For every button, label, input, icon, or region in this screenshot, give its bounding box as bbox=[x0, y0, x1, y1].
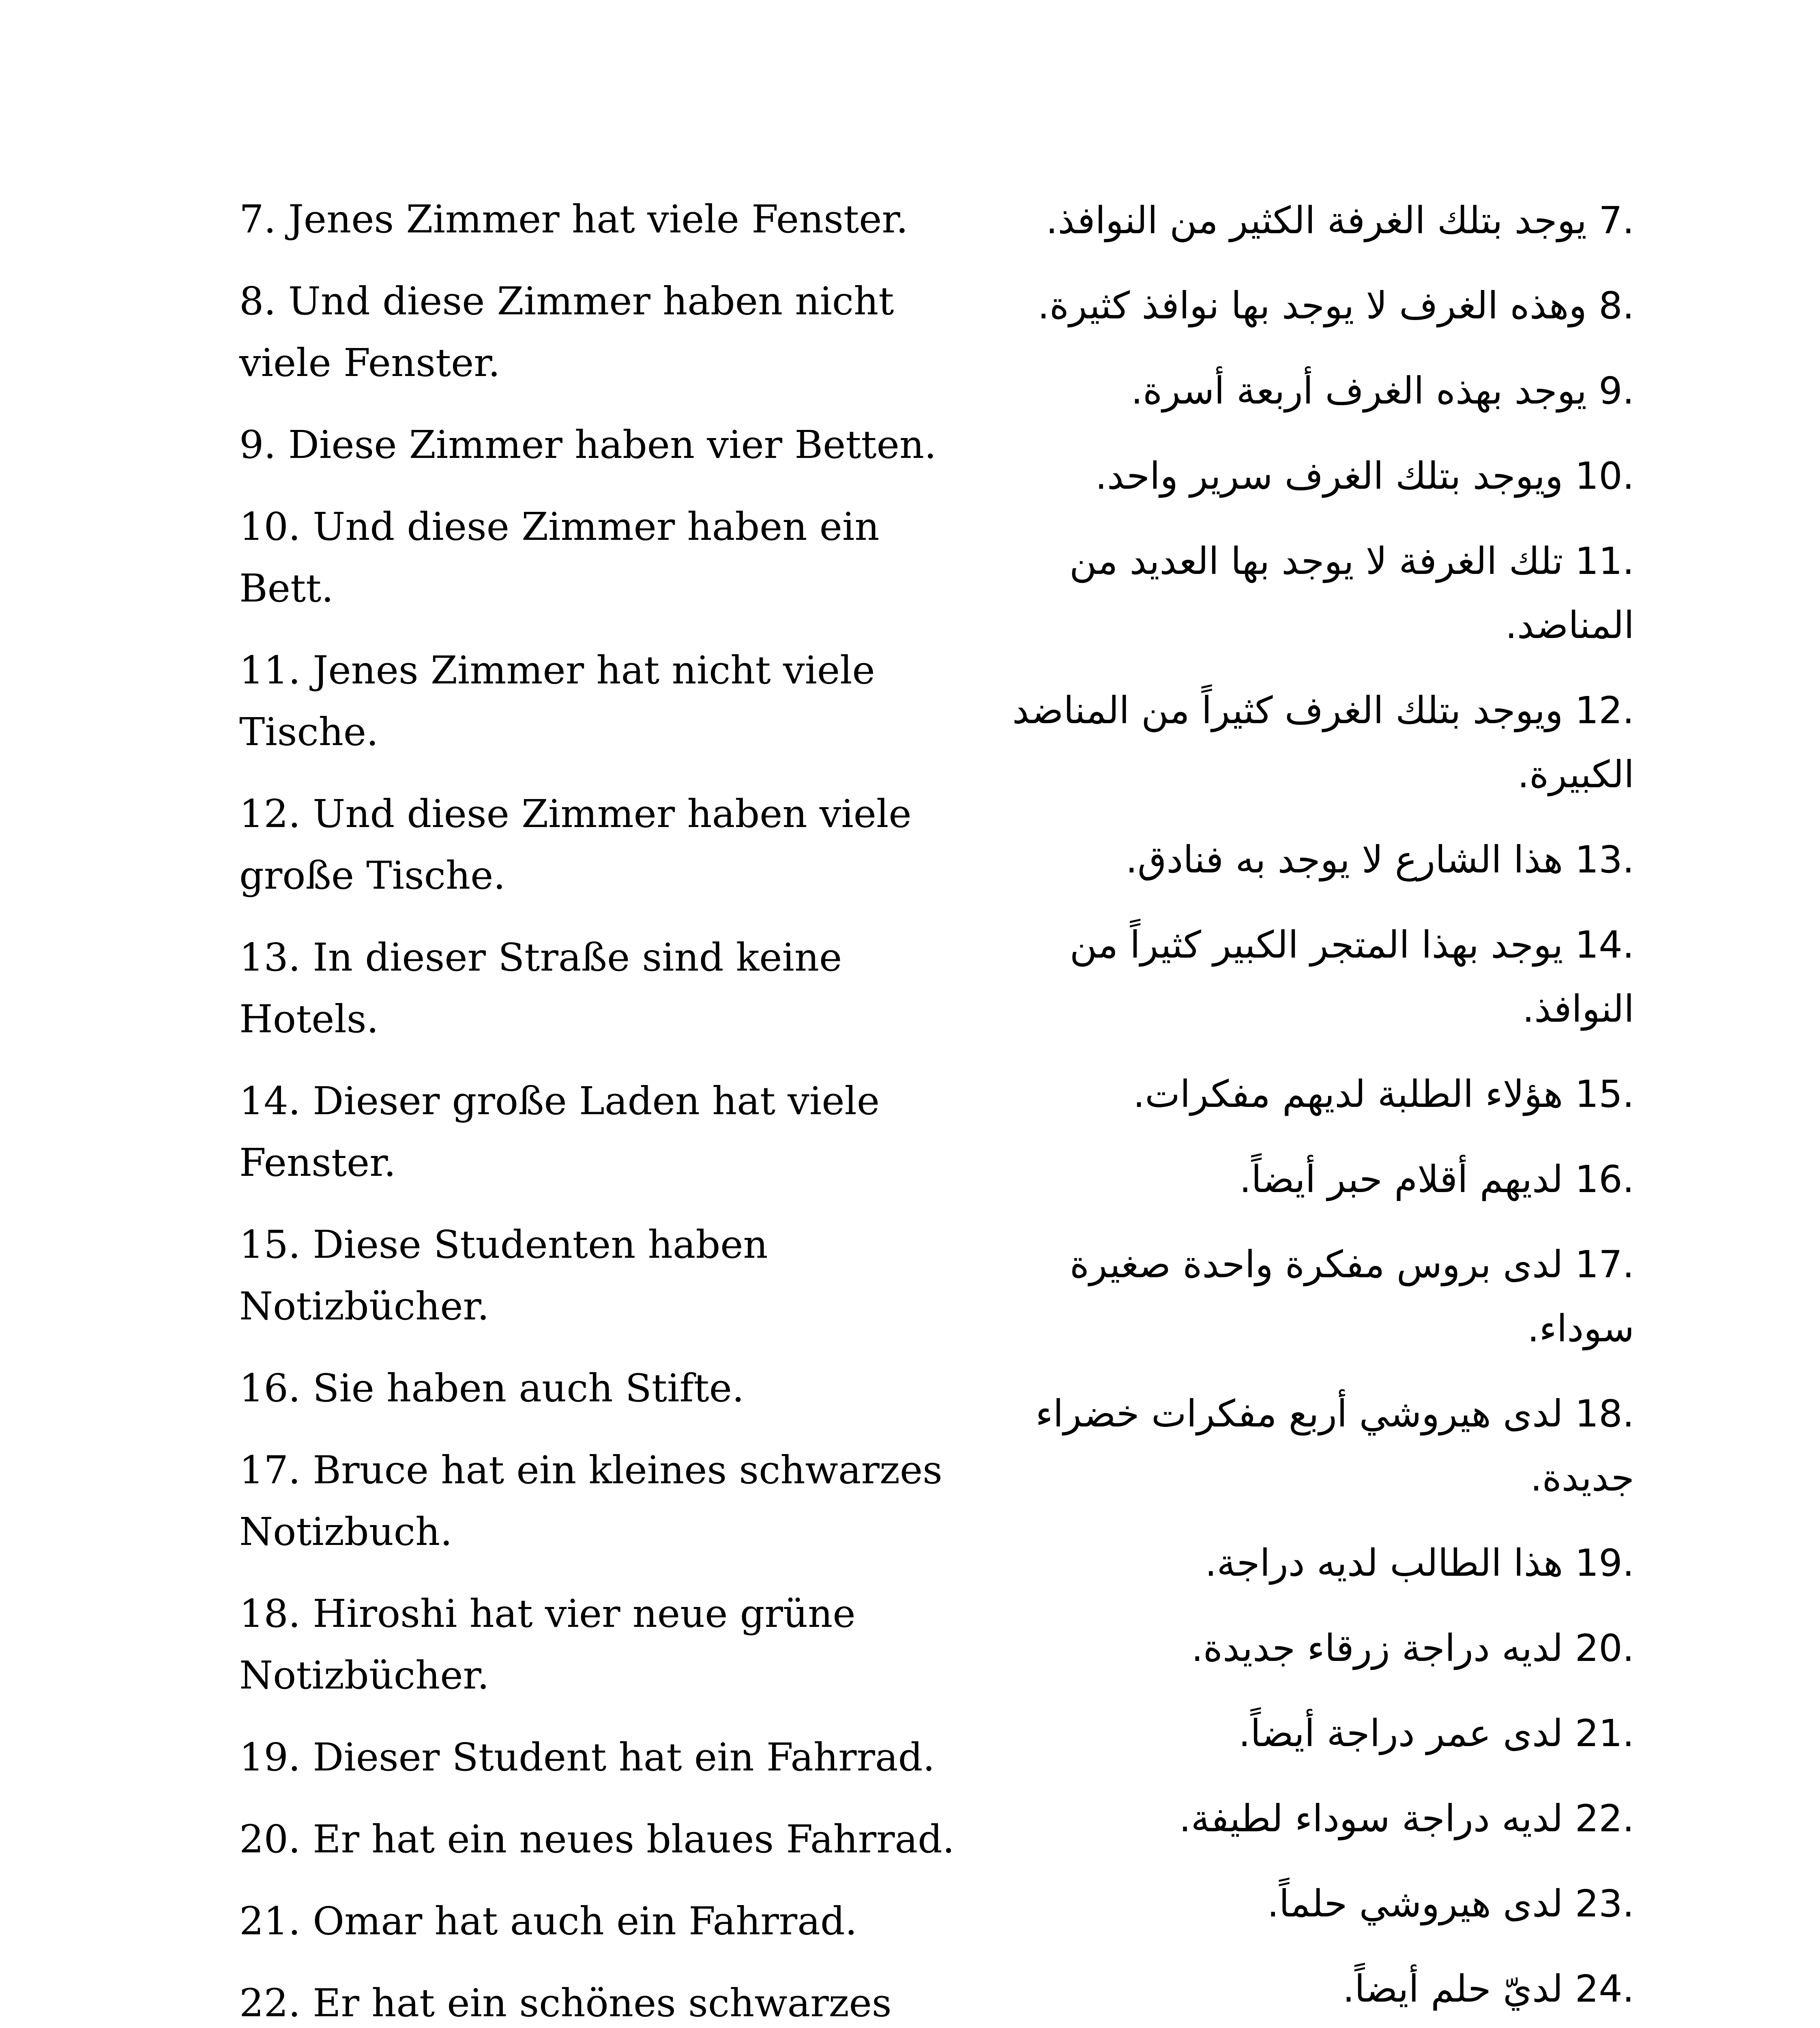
arabic-sentence-text: لدى بروس مفكرة واحدة صغيرة سوداء. bbox=[1069, 1243, 1634, 1350]
arabic-sentence-text: لدى هيروشي حلماً. bbox=[1267, 1882, 1563, 1925]
arabic-sentence-number: 16. bbox=[1575, 1158, 1634, 1201]
arabic-sentence-number: 17. bbox=[1575, 1243, 1634, 1286]
arabic-sentence bbox=[1006, 828, 1634, 892]
arabic-sentence-text: لديه دراجة زرقاء جديدة. bbox=[1191, 1626, 1563, 1670]
german-sentence: 20. Er hat ein neues blaues Fahrrad. bbox=[239, 1817, 955, 1862]
german-sentence: 19. Dieser Student hat ein Fahrrad. bbox=[239, 1735, 935, 1780]
arabic-sentence bbox=[1006, 1233, 1634, 1361]
german-sentence: 21. Omar hat auch ein Fahrrad. bbox=[239, 1899, 857, 1944]
arabic-sentence-text: لدى عمر دراجة أيضاً. bbox=[1238, 1712, 1563, 1755]
german-sentence: 17. Bruce hat ein kleines schwarzes Notizbuch. bbox=[239, 1448, 942, 1554]
arabic-sentence-text: تلك الغرفة لا يوجد بها العديد من المناضد. bbox=[1069, 539, 1634, 647]
german-sentence: 9. Diese Zimmer haben vier Betten. bbox=[239, 423, 937, 467]
arabic-sentence bbox=[1006, 1957, 1634, 2021]
arabic-sentence bbox=[1006, 444, 1634, 508]
arabic-sentence bbox=[1006, 1872, 1634, 1936]
arabic-sentence bbox=[1006, 189, 1634, 253]
arabic-sentence-number: 11. bbox=[1575, 539, 1634, 583]
arabic-sentence-text: هذا الشارع لا يوجد به فنادق. bbox=[1125, 838, 1563, 881]
arabic-sentence-text: هذا الطالب لديه دراجة. bbox=[1205, 1541, 1563, 1585]
arabic-sentence-number: 14. bbox=[1575, 923, 1634, 967]
arabic-sentence bbox=[1006, 529, 1634, 657]
german-sentence: 8. Und diese Zimmer haben nicht viele Fenster. bbox=[239, 279, 894, 385]
arabic-sentence-number: 10. bbox=[1575, 454, 1634, 498]
german-sentence: 12. Und diese Zimmer haben viele große Tische. bbox=[239, 792, 912, 898]
german-sentence: 13. In dieser Straße sind keine Hotels. bbox=[239, 935, 842, 1042]
arabic-sentence-number: 12. bbox=[1575, 689, 1634, 732]
arabic-sentence-text: ويوجد بتلك الغرف كثيراً من المناضد الكبيرة. bbox=[1012, 689, 1634, 796]
german-sentence: 22. Er hat ein schönes schwarzes bbox=[239, 1981, 892, 2026]
arabic-sentence bbox=[1006, 1147, 1634, 1212]
arabic-sentence bbox=[1006, 1787, 1634, 1851]
arabic-sentence-number: 21. bbox=[1575, 1712, 1634, 1755]
arabic-sentence bbox=[1006, 1382, 1634, 1510]
german-sentence: 14. Dieser große Laden hat viele Fenster. bbox=[239, 1079, 880, 1185]
arabic-sentence-list bbox=[1006, 189, 1634, 2028]
arabic-sentence bbox=[1006, 359, 1634, 423]
arabic-sentence bbox=[1006, 679, 1634, 807]
arabic-sentence-number: 13. bbox=[1575, 838, 1634, 881]
arabic-sentence-text: ويوجد بتلك الغرف سرير واحد. bbox=[1095, 454, 1563, 498]
arabic-sentence-number: 23. bbox=[1575, 1882, 1634, 1925]
arabic-sentence-text: هؤلاء الطلبة لديهم مفكرات. bbox=[1133, 1072, 1563, 1116]
arabic-sentence-text: لديه دراجة سوداء لطيفة. bbox=[1179, 1797, 1563, 1840]
german-sentence: 7. Jenes Zimmer hat viele Fenster. bbox=[239, 197, 908, 242]
german-sentence: 18. Hiroshi hat vier neue grüne Notizbücher. bbox=[239, 1592, 856, 1698]
arabic-sentence bbox=[1006, 1701, 1634, 1766]
arabic-sentence bbox=[1006, 1531, 1634, 1595]
arabic-sentence-number: 24. bbox=[1575, 1967, 1634, 2011]
arabic-sentence-text: لدى هيروشي أربع مفكرات خضراء جديدة. bbox=[1035, 1392, 1634, 1500]
arabic-sentence-number: 9. bbox=[1599, 369, 1634, 412]
arabic-sentence-text: يوجد بهذا المتجر الكبير كثيراً من النوافذ. bbox=[1069, 923, 1634, 1031]
arabic-sentence-text: يوجد بتلك الغرفة الكثير من النوافذ. bbox=[1046, 199, 1587, 242]
german-sentence-list bbox=[239, 189, 981, 2028]
arabic-sentence-number: 20. bbox=[1575, 1626, 1634, 1670]
arabic-sentence-number: 15. bbox=[1575, 1072, 1634, 1116]
german-sentence: 15. Diese Studenten haben Notizbücher. bbox=[239, 1222, 768, 1329]
arabic-sentence-text: وهذه الغرف لا يوجد بها نوافذ كثيرة. bbox=[1037, 284, 1587, 327]
arabic-sentence-number: 18. bbox=[1575, 1392, 1634, 1435]
arabic-sentence-number: 19. bbox=[1575, 1541, 1634, 1585]
arabic-sentence-text: يوجد بهذه الغرف أربعة أسرة. bbox=[1131, 369, 1587, 412]
arabic-sentence bbox=[1006, 1616, 1634, 1680]
arabic-sentence-number: 22. bbox=[1575, 1797, 1634, 1840]
arabic-sentence-number: 8. bbox=[1599, 284, 1634, 327]
arabic-sentence-number: 7. bbox=[1599, 199, 1634, 242]
arabic-sentence bbox=[1006, 274, 1634, 338]
german-sentence: 16. Sie haben auch Stifte. bbox=[239, 1366, 745, 1411]
arabic-sentence-text: لديهم أقلام حبر أيضاً. bbox=[1239, 1158, 1563, 1201]
arabic-sentence bbox=[1006, 913, 1634, 1041]
german-sentence: 11. Jenes Zimmer hat nicht viele Tische. bbox=[239, 648, 875, 754]
arabic-sentence bbox=[1006, 1062, 1634, 1126]
arabic-sentence-text: لديّ حلم أيضاً. bbox=[1342, 1967, 1563, 2011]
german-sentence: 10. Und diese Zimmer haben ein Bett. bbox=[239, 505, 880, 611]
